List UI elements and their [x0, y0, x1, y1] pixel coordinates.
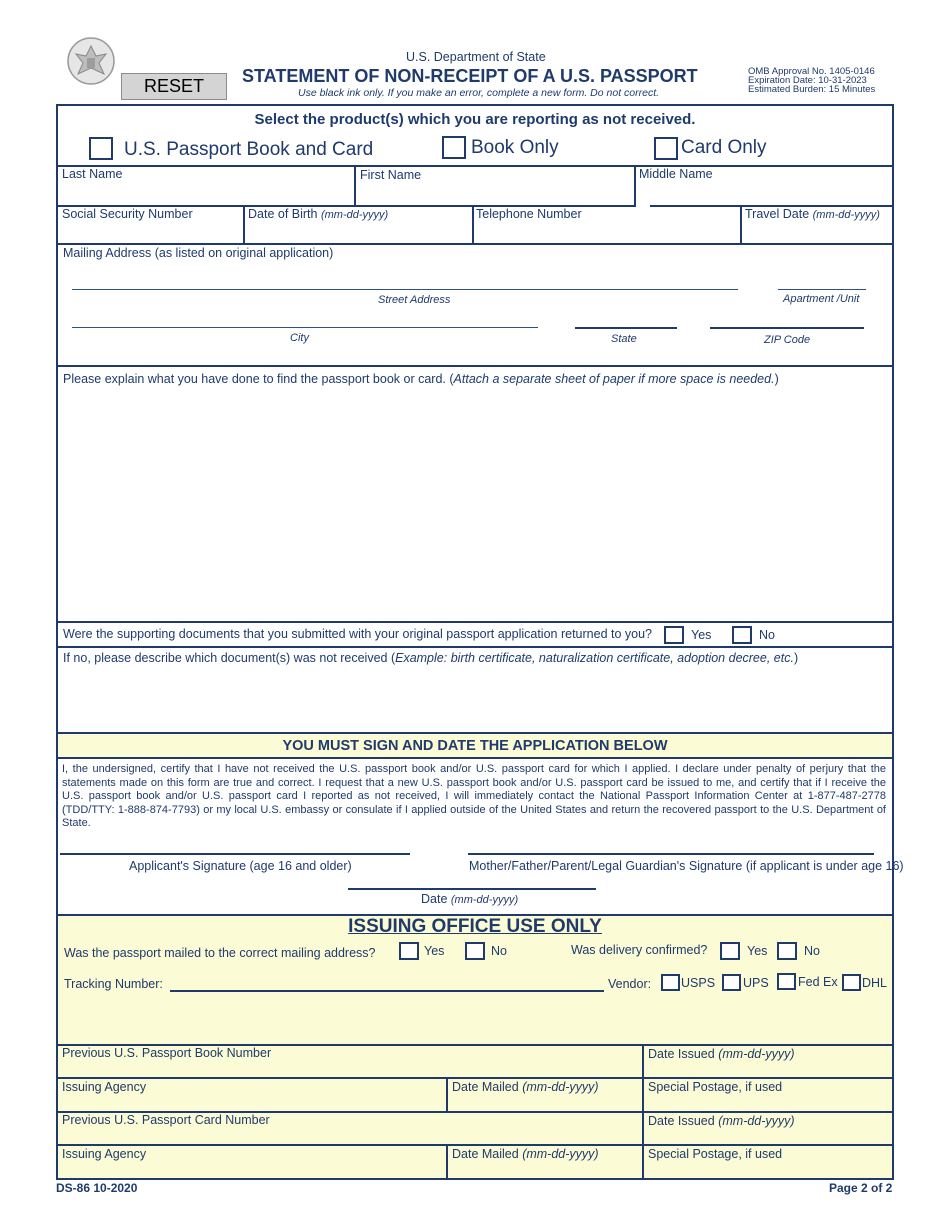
delivery-no-checkbox[interactable] — [777, 942, 797, 960]
date-format: (mm-dd-yyyy) — [522, 1147, 599, 1161]
documents-yes-label: Yes — [691, 628, 712, 642]
book-and-card-checkbox[interactable] — [89, 137, 113, 160]
describe-close: ) — [793, 651, 799, 665]
delivery-question: Was delivery confirmed? — [571, 943, 708, 957]
applicant-signature-line — [60, 853, 410, 855]
street-address-line — [72, 289, 738, 290]
form-title: STATEMENT OF NON-RECEIPT OF A U.S. PASSPORT — [242, 66, 698, 86]
city-input[interactable] — [72, 308, 540, 328]
estimated-burden: Estimated Burden: 15 Minutes — [748, 84, 876, 95]
vendor-label: Vendor: — [608, 977, 652, 991]
explain-text: Please explain what you have done to find the passport book or card. ( — [63, 372, 454, 386]
divider — [634, 166, 636, 206]
date-format: (mm-dd-yyyy) — [450, 894, 519, 906]
first-name-label: First Name — [360, 168, 422, 182]
divider — [354, 166, 356, 206]
city-label: City — [290, 332, 309, 344]
delivery-yes-checkbox[interactable] — [720, 942, 740, 960]
last-name-input[interactable] — [60, 183, 354, 205]
middle-name-label: Middle Name — [639, 167, 713, 181]
describe-text: If no, please describe which document(s) was not received ( — [63, 651, 396, 665]
expiration-date: Expiration Date: 10-31-2023 — [748, 75, 867, 86]
divider — [56, 757, 894, 759]
travel-date-label — [745, 207, 880, 221]
date-mailed-text: Date Mailed — [452, 1080, 519, 1094]
apartment-line — [778, 289, 866, 290]
vendor-usps-checkbox[interactable] — [661, 974, 680, 991]
card-special-postage-label: Special Postage, if used — [648, 1147, 783, 1161]
dob-label — [248, 207, 388, 221]
documents-question: Were the supporting documents that you submitted with your original passport application returned to you? — [63, 627, 652, 641]
book-date-issued-label — [648, 1047, 795, 1061]
documents-no-checkbox[interactable] — [732, 626, 752, 644]
divider — [56, 1077, 894, 1079]
guardian-signature-label: Mother/Father/Parent/Legal Guardian's Signature (if applicant is under age 16) — [469, 859, 904, 873]
divider — [56, 1144, 894, 1146]
signature-date-input[interactable] — [348, 867, 598, 889]
product-heading: Select the product(s) which you are reporting as not received. — [254, 111, 696, 128]
ssn-input[interactable] — [60, 222, 242, 244]
card-date-mailed-label — [452, 1147, 599, 1161]
issuing-office-heading: ISSUING OFFICE USE ONLY — [348, 916, 602, 937]
department-name: U.S. Department of State — [406, 50, 546, 64]
book-and-card-label: U.S. Passport Book and Card — [124, 139, 374, 160]
city-line — [72, 327, 538, 328]
divider — [472, 206, 474, 244]
date-format: (mm-dd-yyyy) — [522, 1080, 599, 1094]
tracking-label: Tracking Number: — [64, 977, 163, 991]
divider — [56, 365, 894, 367]
divider — [56, 165, 894, 167]
book-only-checkbox[interactable] — [442, 136, 466, 159]
state-input[interactable] — [575, 308, 679, 328]
date-issued-text: Date Issued — [648, 1047, 715, 1061]
prev-book-label: Previous U.S. Passport Book Number — [62, 1046, 272, 1060]
date-text: Date — [421, 892, 448, 906]
ink-instruction: Use black ink only. If you make an error, complete a new form. Do not correct. — [298, 87, 660, 99]
date-issued-text: Date Issued — [648, 1114, 715, 1128]
travel-date-input[interactable] — [745, 222, 891, 244]
state-label: State — [611, 333, 637, 345]
state-line — [575, 327, 677, 329]
mailed-no-label: No — [491, 944, 507, 958]
card-issuing-agency-label: Issuing Agency — [62, 1147, 147, 1161]
telephone-label: Telephone Number — [476, 207, 582, 221]
mailed-yes-checkbox[interactable] — [399, 942, 419, 960]
travel-date-text: Travel Date — [745, 207, 810, 221]
last-name-label: Last Name — [62, 167, 123, 181]
describe-italic: Example: birth certificate, naturalization certificate, adoption decree, etc. — [395, 651, 794, 665]
department-seal — [66, 36, 116, 86]
vendor-fedex-checkbox[interactable] — [777, 973, 796, 990]
certification-text: I, the undersigned, certify that I have not received the U.S. passport book and/or U.S. passport card for which I applied. I declare under penalty of perjury that the statements made on this form are true and correct. I request that a new U.S. passport book and/or U.S. passport card be issued to me, and certify that if I receive the U.S. passport book and/or U.S. passport card I reported as not received, I will immediately contact the National Passport Information Center at 1-877-487-2778 (TDD/TTY: 1-888-874-7793) or my local U.S. embassy or consulate if I applied outside of the United States and return the recovered passport to the U.S. Department of State. — [62, 763, 886, 829]
describe-textarea[interactable] — [62, 670, 892, 732]
describe-label — [63, 651, 798, 665]
mailed-question: Was the passport mailed to the correct mailing address? — [64, 946, 376, 960]
divider — [740, 206, 742, 244]
divider — [642, 1044, 644, 1178]
zip-input[interactable] — [710, 308, 866, 328]
dob-input[interactable] — [248, 222, 470, 244]
divider — [243, 206, 245, 244]
book-issuing-agency-label: Issuing Agency — [62, 1080, 147, 1094]
form-id: DS-86 10-2020 — [56, 1181, 138, 1195]
tracking-line — [170, 990, 604, 992]
documents-yes-checkbox[interactable] — [664, 626, 684, 644]
divider — [56, 621, 894, 623]
dob-format: (mm-dd-yyyy) — [320, 209, 389, 221]
ssn-label: Social Security Number — [62, 207, 193, 221]
prev-card-label: Previous U.S. Passport Card Number — [62, 1113, 270, 1127]
explain-close: ) — [774, 372, 779, 386]
vendor-dhl-checkbox[interactable] — [842, 974, 861, 991]
vendor-dhl-label: DHL — [862, 976, 888, 990]
vendor-fedex-label: Fed Ex — [798, 975, 838, 989]
delivery-yes-label: Yes — [747, 944, 768, 958]
explain-label — [63, 372, 779, 386]
book-date-mailed-label — [452, 1080, 599, 1094]
signature-date-line — [348, 888, 596, 890]
book-special-postage-label: Special Postage, if used — [648, 1080, 783, 1094]
divider — [446, 1145, 448, 1178]
street-address-input[interactable] — [72, 270, 740, 290]
mailed-no-checkbox[interactable] — [465, 942, 485, 960]
zip-label: ZIP Code — [764, 334, 811, 346]
street-address-label: Street Address — [378, 294, 451, 306]
divider — [446, 1078, 448, 1112]
signature-date-label — [421, 892, 518, 906]
mailed-yes-label: Yes — [424, 944, 445, 958]
vendor-ups-label: UPS — [743, 976, 769, 990]
mailing-address-heading: Mailing Address (as listed on original application) — [63, 246, 334, 260]
explain-italic: Attach a separate sheet of paper if more space is needed. — [453, 372, 775, 386]
page-number: Page 2 of 2 — [829, 1181, 893, 1195]
divider — [56, 646, 894, 648]
zip-line — [710, 327, 864, 329]
explain-textarea[interactable] — [62, 392, 892, 620]
first-name-input[interactable] — [360, 184, 634, 206]
applicant-signature-input[interactable] — [60, 832, 412, 854]
card-date-issued-label — [648, 1114, 795, 1128]
delivery-no-label: No — [804, 944, 820, 958]
divider — [56, 243, 894, 245]
omb-approval: OMB Approval No. 1405-0146 — [748, 66, 875, 77]
middle-name-input[interactable] — [640, 183, 892, 205]
applicant-signature-label: Applicant's Signature (age 16 and older) — [129, 859, 352, 873]
vendor-ups-checkbox[interactable] — [722, 974, 741, 991]
signature-heading: YOU MUST SIGN AND DATE THE APPLICATION BELOW — [282, 738, 668, 754]
travel-date-format: (mm-dd-yyyy) — [812, 209, 880, 221]
date-mailed-text: Date Mailed — [452, 1147, 519, 1161]
documents-no-label: No — [759, 628, 775, 642]
apartment-input[interactable] — [778, 270, 868, 290]
telephone-input[interactable] — [476, 222, 738, 244]
dob-text: Date of Birth — [248, 207, 318, 221]
guardian-signature-line — [468, 853, 874, 855]
date-format: (mm-dd-yyyy) — [718, 1114, 795, 1128]
card-only-label: Card Only — [681, 137, 767, 158]
apartment-label: Apartment /Unit — [783, 293, 860, 305]
reset-button[interactable]: RESET — [121, 73, 227, 100]
book-only-label: Book Only — [471, 137, 559, 158]
guardian-signature-input[interactable] — [468, 832, 876, 854]
date-format: (mm-dd-yyyy) — [718, 1047, 795, 1061]
vendor-usps-label: USPS — [681, 976, 716, 990]
card-only-checkbox[interactable] — [654, 137, 678, 160]
tracking-input[interactable] — [170, 971, 606, 991]
